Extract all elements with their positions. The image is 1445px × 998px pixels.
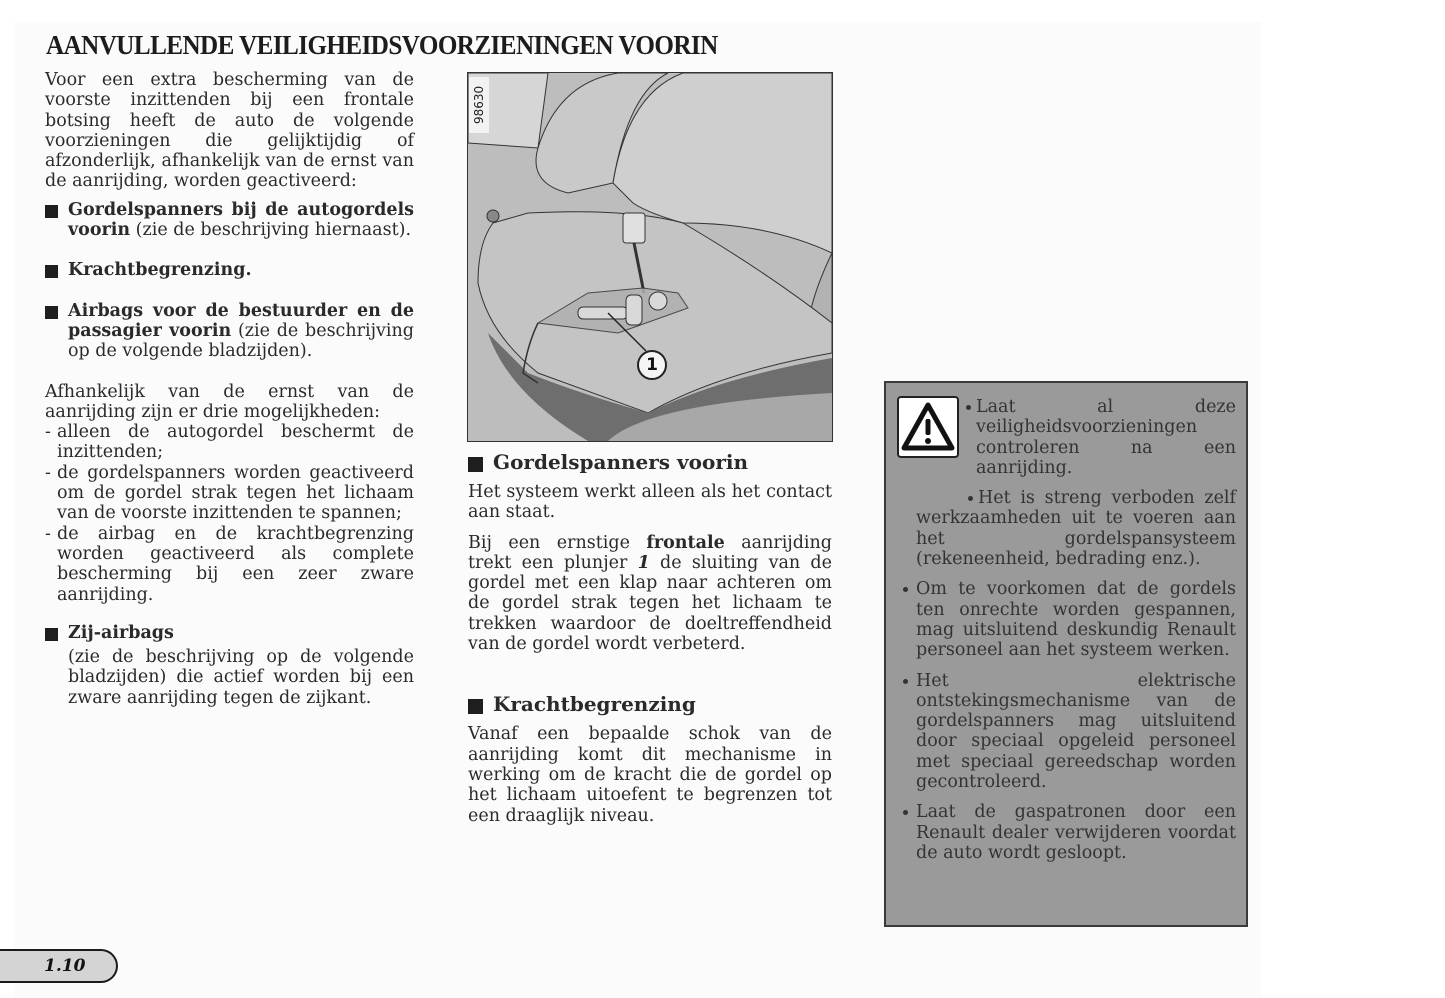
square-bullet-icon [45,306,58,319]
possibilities-intro: Afhankelijk van de ernst van de aanrijding zijn er drie mogelijkheden: [45,381,414,422]
feature-item-text: (zie de beschrijving hiernaast). [130,220,412,241]
seat-bolt [487,210,499,222]
page-number-tab: 1.10 [0,949,118,983]
feature-item-title: Krachtbegrenzing. [68,260,252,281]
section-paragraph: Bij een ernstige frontale aanrijding trekt een plunjer 1 de sluiting van de gordel met een klap naar achteren om de gordel strak tegen het lichaam te trekken waardoor de doeltreffendheid van de gordel wordt verbeterd. [468,532,832,655]
warning-bullet: Het elektrische ontstekingsmechanisme van de gordelspanners mag uitsluitend door speciaal opgeleid personeel met speciaal gereedschap worden gecontroleerd. [916,671,1236,793]
side-airbags-text: (zie de beschrijving op de volgende bladzijden) die actief worden bij een zware aanrijding tegen de zijkant. [68,647,414,708]
seat-illustration-svg [468,73,832,441]
middle-column [468,450,832,826]
feature-item [45,260,414,280]
square-bullet-icon [468,699,483,714]
section-heading-gordelspanners: Gordelspanners voorin [468,450,832,474]
section-paragraph: Vanaf een bepaalde schok van de aanrijding komt dit mechanisme in werking om de kracht die de gordel op het lichaam uitoefent te begrenzen tot een draaglijk niveau. [468,724,832,826]
belt-buckle [623,213,645,243]
warning-bullet: Laat al deze veiligheidsvoorzieningen controleren na een aanrijding. [916,397,1236,478]
feature-item [45,200,414,241]
square-bullet-icon [468,457,483,472]
warning-bullet: Het is streng verboden zelf werkzaamheden uit te voeren aan het gordelspansysteem (rekeneenheid, bedrading enz.). [916,488,1236,570]
warning-bullet: Om te voorkomen dat de gordels ten onrechte worden gespannen, mag uitsluitend deskundig Renault personeel aan het systeem werken. [916,579,1236,660]
square-bullet-icon [45,265,58,278]
section-paragraph: Het systeem werkt alleen als het contact aan staat. [468,482,832,523]
section-heading-krachtbegrenzing: Krachtbegrenzing [468,692,832,716]
feature-item [45,301,414,362]
feature-item-title: Gordelspanners bij de autogordels voorin [68,199,414,241]
plunger-body [626,295,642,325]
square-bullet-icon [45,205,58,218]
square-bullet-icon [45,628,58,641]
side-airbags-heading: Zij-airbags [45,623,414,643]
plunger-cylinder [578,307,628,319]
warning-bullet: Laat de gaspatronen door een Renault dealer verwijderen voordat de auto wordt gesloopt. [916,802,1236,863]
warning-text [916,397,1236,873]
page-title: AANVULLENDE VEILIGHEIDSVOORZIENINGEN VOORIN [46,30,718,60]
possibility-item: - alleen de autogordel beschermt de inzittenden; [45,422,414,463]
left-column [45,70,414,708]
figure-code: 98630 [469,77,489,133]
feature-item-text: (zie de beschrijving op de volgende bladzijden). [68,320,414,362]
seat-belt-pretensioner-illustration [467,72,833,442]
gas-cartridge [649,292,667,310]
callout-reference: 1 [637,552,650,573]
intro-paragraph: Voor een extra bescherming van de voorste inzittenden bij een frontale botsing heeft de auto de volgende voorzieningen die gelijktijdig of afzonderlijk, afhankelijk van de ernst van de aanrijding, worden geactiveerd: [45,70,414,192]
possibility-item: - de airbag en de krachtbegrenzing worden geactiveerd als complete bescherming bij een zeer zware aanrijding. [45,523,414,605]
feature-item-title: Airbags voor de bestuurder en de passagier voorin [68,300,414,341]
callout-marker: 1 [637,350,667,380]
warning-box [884,381,1248,927]
possibility-item: - de gordelspanners worden geactiveerd om de gordel strak tegen het lichaam van de voorste inzittenden te spannen; [45,462,414,524]
